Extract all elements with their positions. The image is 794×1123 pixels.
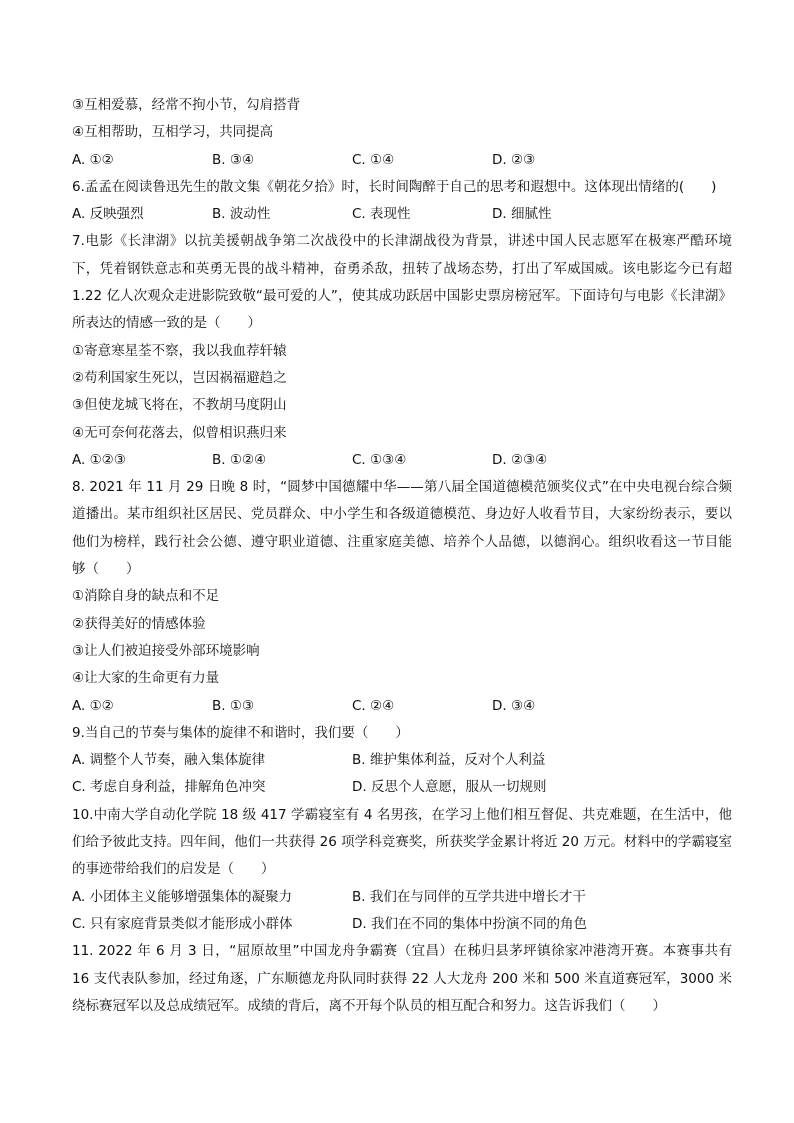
option-c: C. ①④ <box>352 151 395 168</box>
statement-line: ③但使龙城飞将在，不教胡马度阴山 <box>72 397 287 414</box>
option-d: D. 反思个人意愿，服从一切规则 <box>352 779 547 796</box>
option-d: D. ③④ <box>492 697 536 714</box>
question-stem: 9.当自己的节奏与集体的旋律不和谐时，我们要（ ） <box>72 724 409 741</box>
statement-line: ②获得美好的情感体验 <box>72 615 206 632</box>
option-a: A. ①②③ <box>72 451 126 468</box>
option-a: A. ①② <box>72 151 114 168</box>
options-row <box>72 884 732 911</box>
question-stem: 7.电影《长津湖》以抗美援朝战争第二次战役中的长津湖战役为背景，讲述中国人民志愿军在极寒严酷环境下，凭着钢铁意志和英勇无畏的战斗精神，奋勇杀敌，扭转了战场态势，打出了军威国威。该电影迄今已有超 1.22 亿人次观众走进影院致敬“最可爱的人”，使其成功跃居中国影史票房榜冠军。下面诗句与电影《长津湖》所表达的情感一致的是（ ） <box>72 233 732 332</box>
option-a: A. 反映强烈 <box>72 206 144 223</box>
question-stem: 11. 2022 年 6 月 3 日，“屈原故里”中国龙舟争霸赛（宜昌）在秭归县茅坪镇徐家冲港湾开赛。本赛事共有 16 支代表队参加，经过角逐，广东顺德龙舟队同时获得 22 人大龙舟 200 米和 500 米直道赛冠军，3000 米绕标赛冠军以及总成绩冠军。成绩的背后，离不开每个队员的相互配合和努力。这告诉我们（ ） <box>72 943 732 1014</box>
statement-line: ①寄意寒星荃不察，我以我血荐轩辕 <box>72 342 287 359</box>
option-c: C. 表现性 <box>352 206 411 223</box>
option-a: A. ①② <box>72 697 114 714</box>
option-d: D. 细腻性 <box>492 206 552 223</box>
option-d: D. 我们在不同的集体中扮演不同的角色 <box>352 915 587 932</box>
statement-line: ①消除自身的缺点和不足 <box>72 588 220 605</box>
option-d: D. ②③④ <box>492 451 548 468</box>
statement-line: ③互相爱慕，经常不拘小节，勾肩搭背 <box>72 97 301 113</box>
options-row <box>72 747 732 774</box>
statement-line: ④让大家的生命更有力量 <box>72 670 220 687</box>
option-b: B. ①②④ <box>212 451 267 468</box>
statement-line: ②苟利国家生死以，岂因祸福避趋之 <box>72 369 287 386</box>
statement-line: ④互相帮助，互相学习，共同提高 <box>72 124 274 141</box>
option-c: C. 只有家庭背景类似才能形成小群体 <box>72 915 293 932</box>
option-b: B. 我们在与同伴的互学共进中增长才干 <box>352 888 586 905</box>
question-stem: 6.孟孟在阅读鲁迅先生的散文集《朝花夕拾》时，长时间陶醉于自己的思考和遐想中。这体现出情绪的( ) <box>72 178 717 195</box>
statement-line: ③让人们被迫接受外部环境影响 <box>72 642 260 659</box>
options-row <box>72 911 732 938</box>
option-b: B. ③④ <box>212 151 255 168</box>
options-row <box>72 447 732 474</box>
option-d: D. ②③ <box>492 151 536 168</box>
option-a: A. 调整个人节奏，融入集体旋律 <box>72 752 266 769</box>
option-c: C. 考虑自身利益，排解角色冲突 <box>72 779 266 796</box>
option-b: B. 波动性 <box>212 206 271 223</box>
statement-line: ④无可奈何花落去，似曾相识燕归来 <box>72 424 287 441</box>
options-row <box>72 774 732 801</box>
option-b: B. 维护集体利益，反对个人利益 <box>352 752 546 769</box>
option-a: A. 小团体主义能够增强集体的凝聚力 <box>72 888 293 905</box>
options-row <box>72 201 732 228</box>
option-c: C. ①③④ <box>352 451 407 468</box>
options-row <box>72 147 732 174</box>
option-c: C. ②④ <box>352 697 395 714</box>
question-content <box>72 92 732 1020</box>
question-stem: 8. 2021 年 11 月 29 日晚 8 时，“圆梦中国德耀中华——第八届全国道德模范颁奖仪式”在中央电视台综合频道播出。某市组织社区居民、党员群众、中小学生和各级道德模范、身边好人收看节目，大家纷纷表示，要以他们为榜样，践行社会公德、遵守职业道德、注重家庭美德、培养个人品德，以德润心。组织收看这一节目能够（ ） <box>72 479 732 578</box>
options-row <box>72 693 732 720</box>
option-b: B. ①③ <box>212 697 255 714</box>
question-stem: 10.中南大学自动化学院 18 级 417 学霸寝室有 4 名男孩，在学习上他们相互督促、共克难题，在生活中，他们给予彼此支持。四年间，他们一共获得 26 项学科竞赛奖，所获奖学金累计将近 20 万元。材料中的学霸寝室的事迹带给我们的启发是（ ） <box>72 806 732 878</box>
